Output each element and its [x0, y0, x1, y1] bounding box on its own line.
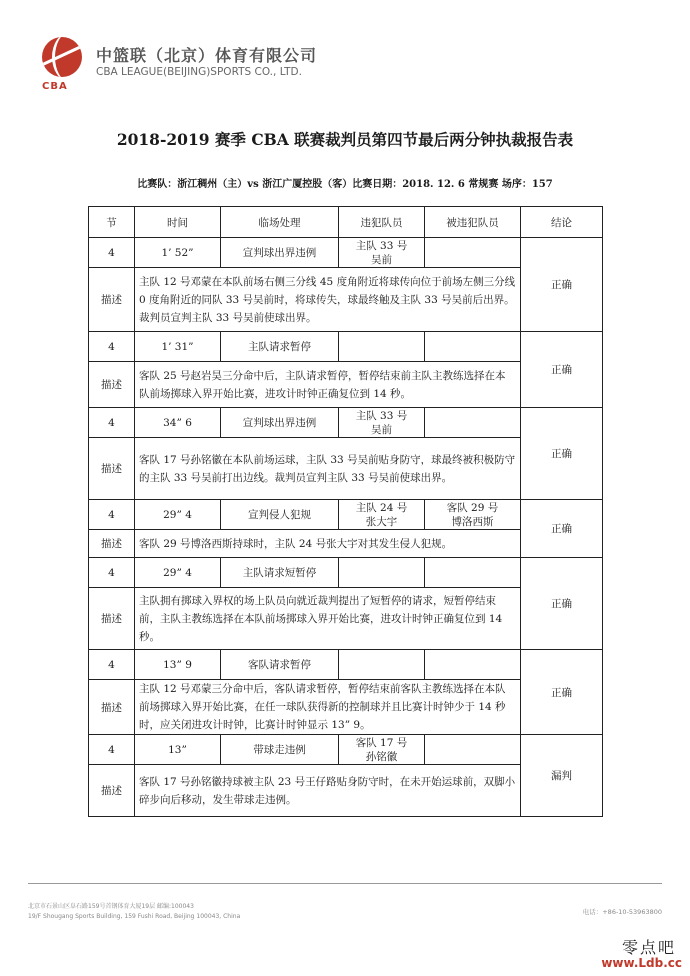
victim-cell [425, 558, 521, 588]
call-cell: 宣判侵人犯规 [221, 500, 339, 530]
description-cell: 客队 25 号赵岩昊三分命中后，主队请求暂停，暂停结束前主队主教练选择在本队前场掷球入界开始比赛，进攻计时钟正确复位到 14 秒。 [135, 362, 521, 408]
offender-cell: 主队 33 号 吴前 [339, 408, 425, 438]
footer-address-cn: 北京市石景山区阜石路159号首钢体育大厦19层 邮编:100043 [28, 903, 194, 910]
table-row [89, 500, 603, 530]
description-label: 描述 [89, 588, 135, 650]
time-cell: 1’ 52” [135, 238, 221, 268]
watermark-url: www.Ldb.cc [601, 956, 682, 970]
period-cell: 4 [89, 650, 135, 680]
header-conclusion: 结论 [521, 207, 603, 238]
period-cell: 4 [89, 500, 135, 530]
time-cell: 29” 4 [135, 500, 221, 530]
call-cell: 带球走违例 [221, 735, 339, 765]
company-name-cn: 中篮联（北京）体育有限公司 [96, 46, 318, 65]
offender-cell [339, 558, 425, 588]
footer-address-en: 19/F Shougang Sports Building, 159 Fushi Road, Beijing 100043, China [28, 913, 241, 920]
description-label: 描述 [89, 530, 135, 558]
description-label: 描述 [89, 438, 135, 500]
description-label: 描述 [89, 362, 135, 408]
company-name-en: CBA LEAGUE(BEIJING)SPORTS CO., LTD. [96, 66, 302, 78]
victim-cell [425, 735, 521, 765]
offender-cell [339, 650, 425, 680]
table-row [89, 408, 603, 438]
header-time: 时间 [135, 207, 221, 238]
description-cell: 主队拥有掷球入界权的场上队员向就近裁判提出了短暂停的请求，短暂停结束前，主队主教练选择在本队前场掷球入界开始比赛，进攻计时钟正确复位到 14 秒。 [135, 588, 521, 650]
call-cell: 主队请求短暂停 [221, 558, 339, 588]
letterhead [38, 33, 358, 93]
table-row [89, 735, 603, 765]
header-period: 节 [89, 207, 135, 238]
conclusion-cell: 正确 [521, 500, 603, 558]
description-cell: 主队 12 号邓蒙三分命中后，客队请求暂停，暂停结束前客队主教练选择在本队前场掷球入界开始比赛，在任一球队获得新的控制球并且比赛计时钟少于 14 秒时，应关闭进攻计时钟，比赛计时钟显示 13” 9。 [135, 680, 521, 735]
table-row [89, 558, 603, 588]
description-cell: 客队 17 号孙铭徽在本队前场运球，主队 33 号吴前贴身防守，球最终被积极防守的主队 33 号吴前打出边线。裁判员宣判主队 33 号吴前使球出界。 [135, 438, 521, 500]
table-header-row [89, 207, 603, 238]
time-cell: 29” 4 [135, 558, 221, 588]
footer-tel: 电话：+86-10-53963800 [582, 908, 662, 916]
table-row [89, 650, 603, 680]
period-cell: 4 [89, 558, 135, 588]
call-cell: 客队请求暂停 [221, 650, 339, 680]
footer-divider [28, 883, 662, 884]
victim-cell [425, 238, 521, 268]
period-cell: 4 [89, 332, 135, 362]
offender-cell [339, 332, 425, 362]
time-cell: 1’ 31” [135, 332, 221, 362]
conclusion-cell: 正确 [521, 558, 603, 650]
offender-cell: 主队 33 号 吴前 [339, 238, 425, 268]
logo-text: CBA [42, 81, 68, 92]
description-label: 描述 [89, 765, 135, 817]
call-cell: 主队请求暂停 [221, 332, 339, 362]
period-cell: 4 [89, 408, 135, 438]
header-victim: 被违犯队员 [425, 207, 521, 238]
report-table [88, 206, 603, 817]
table-row [89, 332, 603, 362]
time-cell: 13” 9 [135, 650, 221, 680]
offender-cell: 客队 17 号 孙铭徽 [339, 735, 425, 765]
table-row [89, 238, 603, 268]
victim-cell [425, 408, 521, 438]
period-cell: 4 [89, 238, 135, 268]
match-info: 比赛队：浙江稠州（主）vs 浙江广厦控股（客）比赛日期：2018. 12. 6 常规赛 场序：157 [137, 179, 553, 190]
watermark-cn: 零点吧 [621, 938, 676, 957]
conclusion-cell: 漏判 [521, 735, 603, 817]
call-cell: 宣判球出界违例 [221, 238, 339, 268]
time-cell: 13” [135, 735, 221, 765]
description-cell: 客队 17 号孙铭徽持球被主队 23 号王仔路贴身防守时，在未开始运球前，双脚小碎步向后移动，发生带球走违例。 [135, 765, 521, 817]
victim-cell [425, 332, 521, 362]
header-offender: 违犯队员 [339, 207, 425, 238]
victim-cell: 客队 29 号 博洛西斯 [425, 500, 521, 530]
period-cell: 4 [89, 735, 135, 765]
conclusion-cell: 正确 [521, 650, 603, 735]
victim-cell [425, 650, 521, 680]
description-cell: 主队 12 号邓蒙在本队前场右侧三分线 45 度角附近将球传向位于前场左侧三分线 0 度角附近的同队 33 号吴前时，将球传失，球最终触及主队 33 号吴前后出界。裁判员宣判主队 33 号吴前使球出界。 [135, 268, 521, 332]
offender-cell: 主队 24 号 张大宇 [339, 500, 425, 530]
description-label: 描述 [89, 268, 135, 332]
conclusion-cell: 正确 [521, 238, 603, 332]
time-cell: 34” 6 [135, 408, 221, 438]
description-label: 描述 [89, 680, 135, 735]
conclusion-cell: 正确 [521, 332, 603, 408]
header-call: 临场处理 [221, 207, 339, 238]
description-cell: 客队 29 号博洛西斯持球时，主队 24 号张大宇对其发生侵人犯规。 [135, 530, 521, 558]
cba-logo-icon [42, 37, 82, 77]
call-cell: 宣判球出界违例 [221, 408, 339, 438]
conclusion-cell: 正确 [521, 408, 603, 500]
page-title: 2018-2019 赛季 CBA 联赛裁判员第四节最后两分钟执裁报告表 [116, 130, 574, 149]
